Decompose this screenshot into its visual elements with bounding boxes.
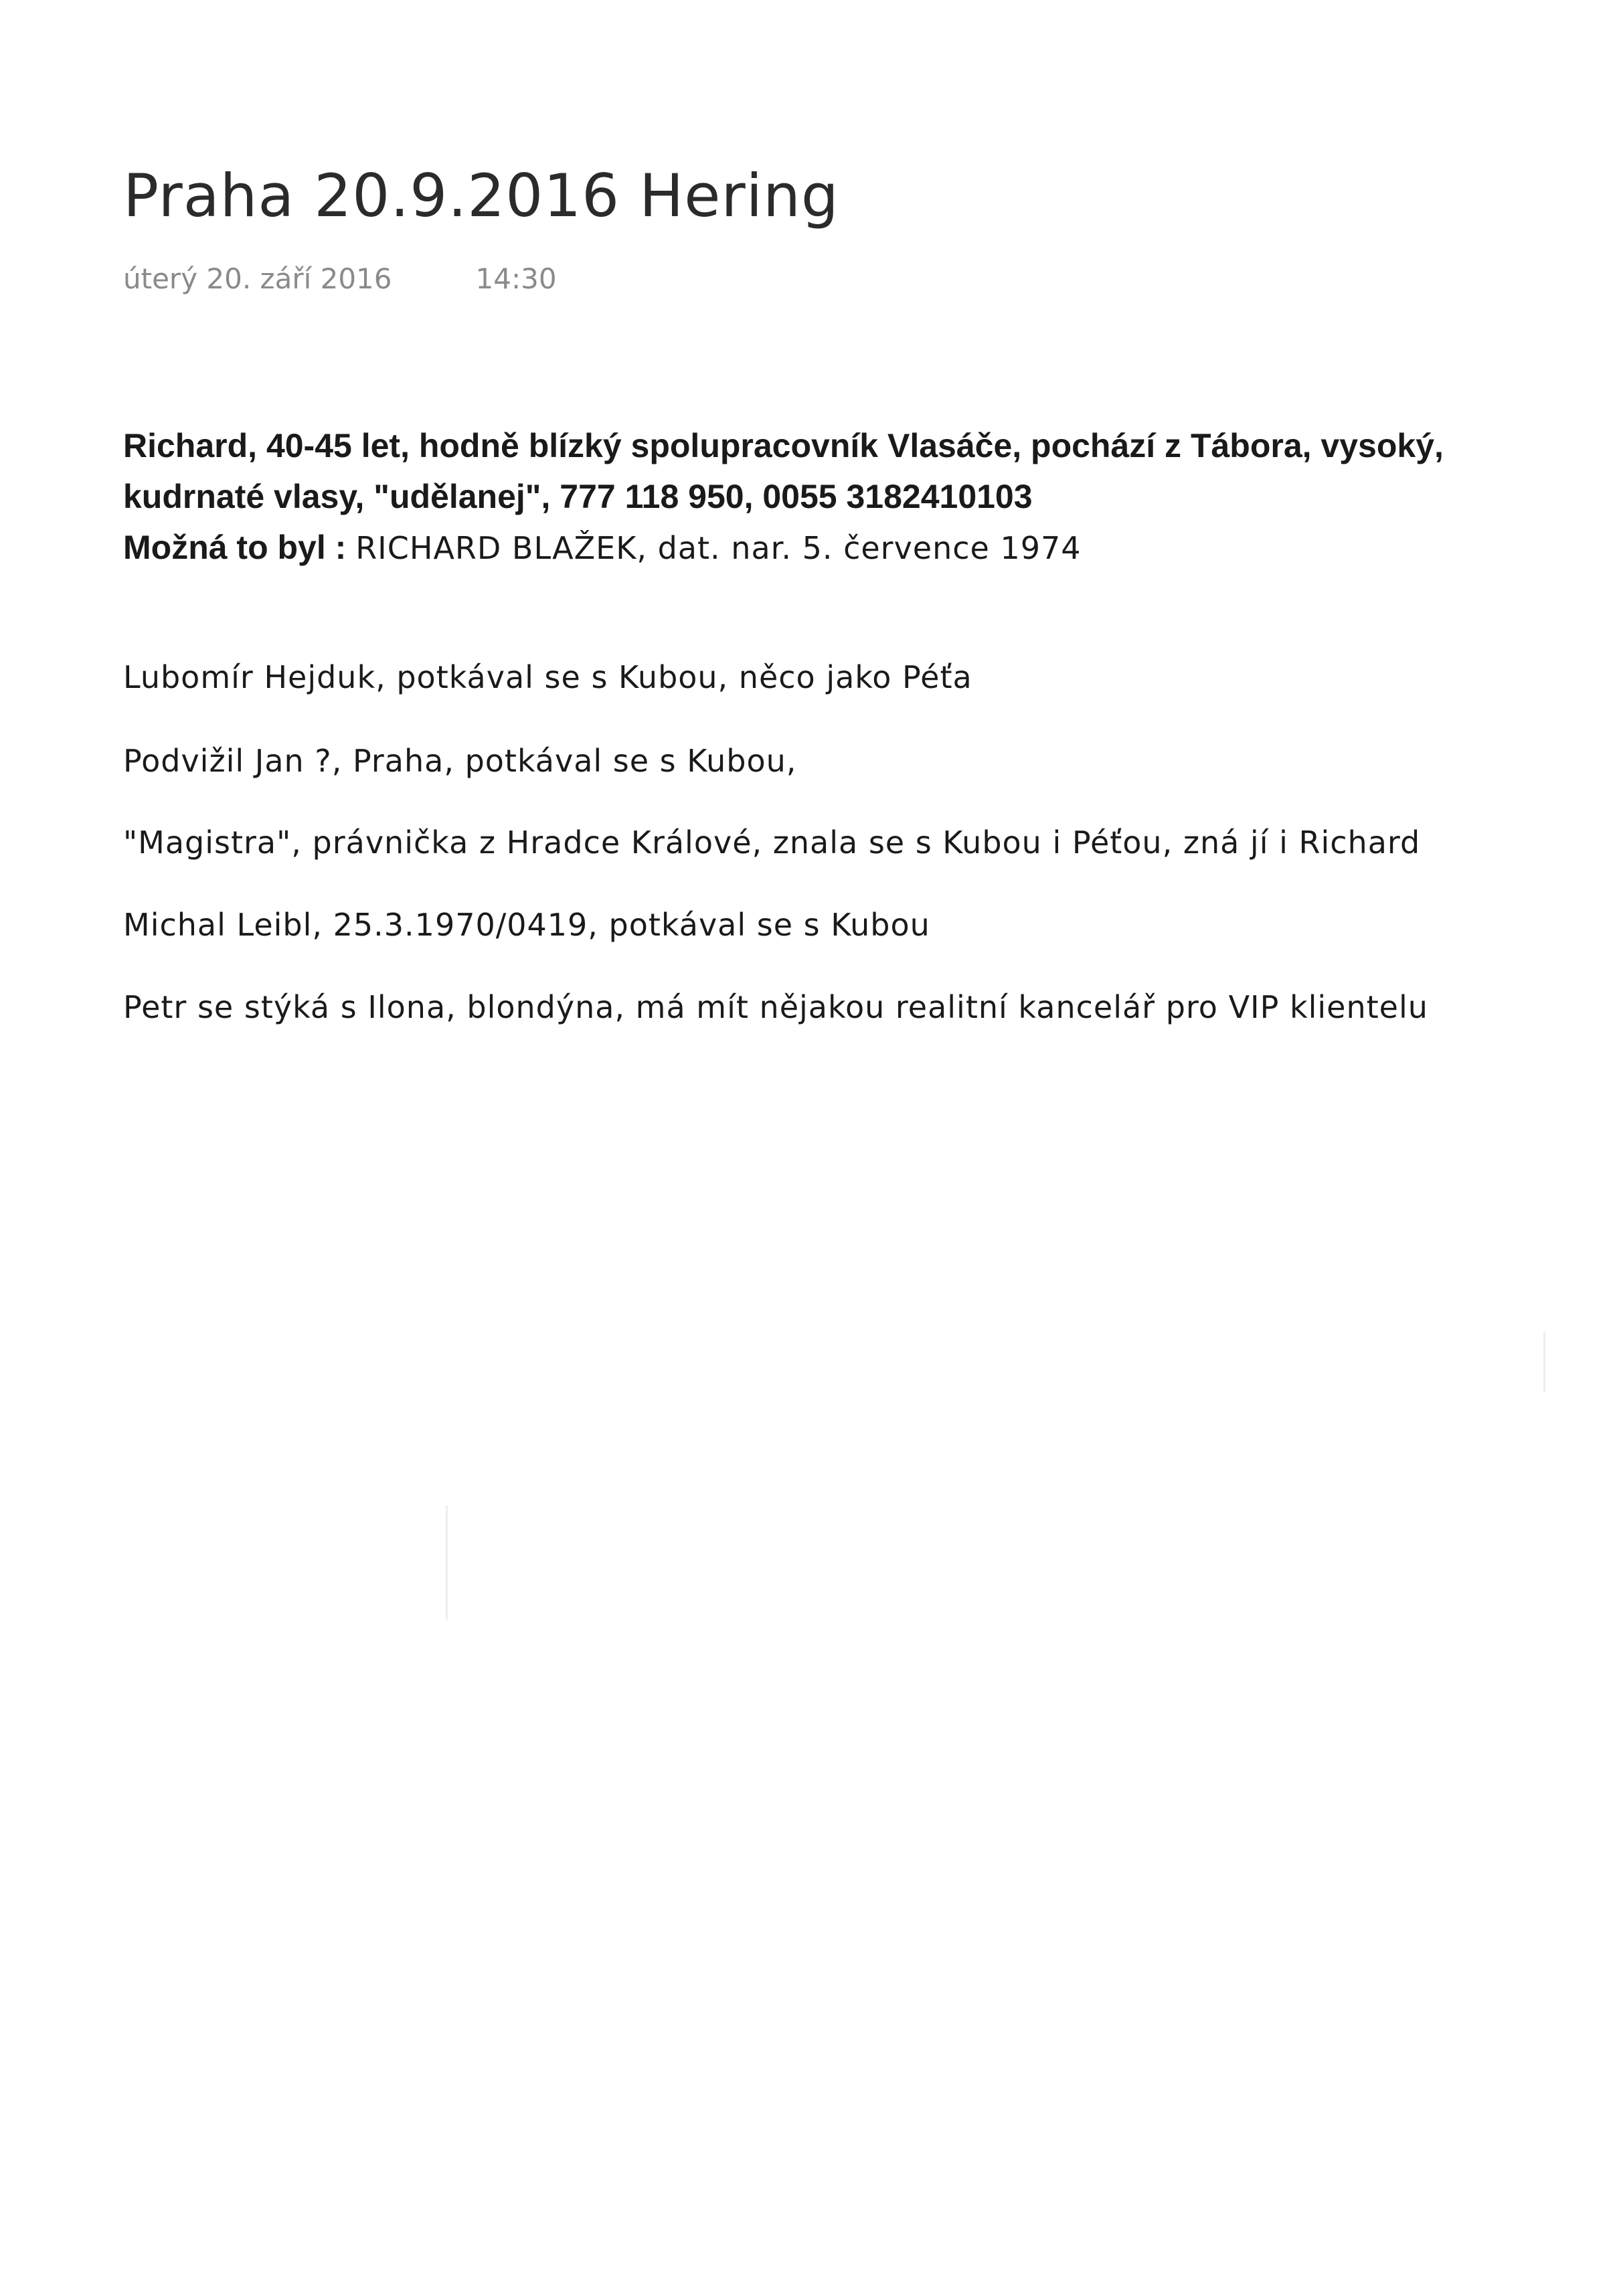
- maybe-label: Možná to byl :: [123, 529, 347, 566]
- note-line-petr: Petr se stýká s Ilona, blondýna, má mít nějakou realitní kancelář pro VIP klientelu: [123, 989, 1428, 1025]
- note-line-hejduk: Lubomír Hejduk, potkával se s Kubou, něco jako Péťa: [123, 659, 972, 695]
- page-title: Praha 20.9.2016 Hering: [123, 161, 839, 230]
- richard-line-1: Richard, 40-45 let, hodně blízký spolupracovník Vlasáče, pochází z Tábora, vysoký,: [123, 427, 1444, 464]
- richard-line-2: kudrnaté vlasy, "udělanej", 777 118 950, 0055 3182410103: [123, 478, 1033, 515]
- maybe-value: RICHARD BLAŽEK, dat. nar. 5. července 1974: [355, 530, 1082, 566]
- scan-artifact: [1543, 1332, 1545, 1392]
- scan-artifact: [446, 1506, 448, 1619]
- maybe-identity: [123, 522, 1529, 573]
- note-line-magistra: "Magistra", právnička z Hradce Králové, znala se s Kubou i Péťou, zná jí i Richard: [123, 824, 1421, 861]
- note-time: 14:30: [475, 262, 557, 295]
- note-line-podvizil: Podvižil Jan ?, Praha, potkával se s Kubou,: [123, 743, 797, 779]
- note-line-leibl: Michal Leibl, 25.3.1970/0419, potkával se s Kubou: [123, 907, 930, 943]
- note-timestamp: [123, 262, 557, 295]
- richard-description: [123, 420, 1529, 573]
- note-date: úterý 20. září 2016: [123, 262, 392, 295]
